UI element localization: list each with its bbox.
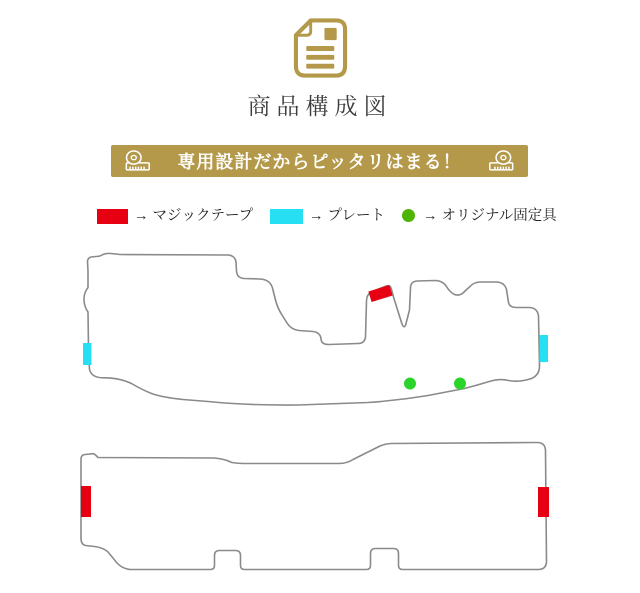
- front-mat-fixture-dot: [404, 378, 416, 390]
- legend-label-fixture: → オリジナル固定具: [423, 208, 557, 224]
- front-mat-plate-marker-right: [540, 335, 549, 362]
- page-title: 商品構成図: [247, 94, 393, 119]
- front-floor-mat-outline: [84, 253, 540, 405]
- front-mat-plate-marker-left: [83, 343, 92, 365]
- rear-mat-magic-tape-marker-left: [81, 486, 91, 517]
- rear-floor-mat-outline: [81, 443, 547, 570]
- legend-label-magic-tape: → マジックテープ: [134, 208, 254, 224]
- front-mat-fixture-dot: [454, 378, 466, 390]
- legend-label-plate: → プレート: [309, 208, 385, 224]
- rear-mat-magic-tape-marker-right: [538, 487, 549, 517]
- banner-text: 専用設計だからピッタリはまる！: [177, 152, 462, 172]
